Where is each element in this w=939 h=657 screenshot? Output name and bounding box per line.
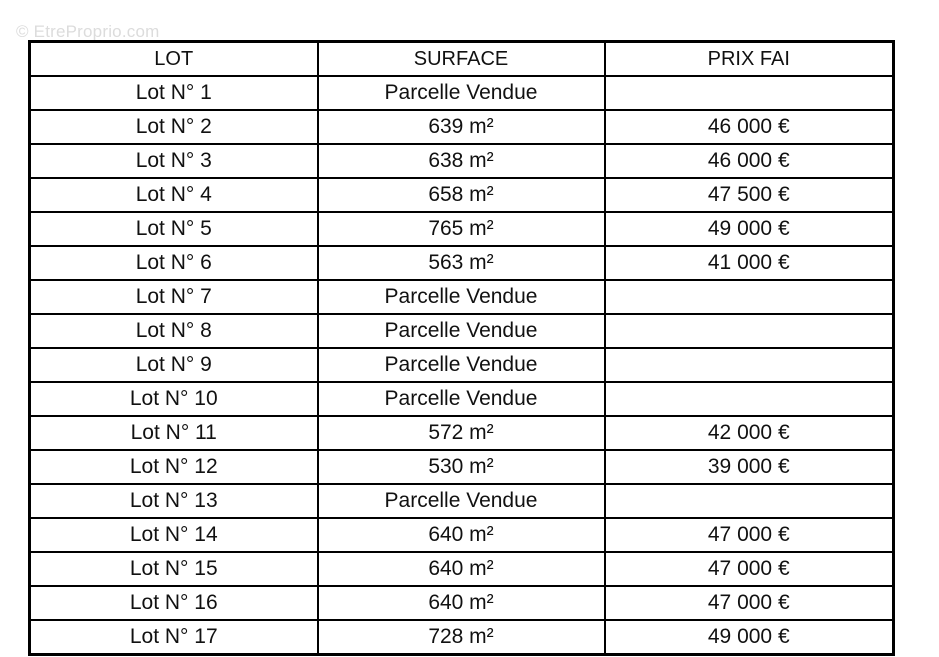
lot-cell: Lot N° 3	[30, 144, 318, 178]
table-row	[30, 178, 894, 212]
watermark: © EtreProprio.com	[16, 22, 160, 41]
surface-cell: Parcelle Vendue	[318, 314, 605, 348]
price-cell	[605, 76, 894, 110]
lot-cell: Lot N° 2	[30, 110, 318, 144]
surface-cell: 638 m²	[318, 144, 605, 178]
table-row	[30, 144, 894, 178]
price-cell	[605, 484, 894, 518]
lot-cell: Lot N° 12	[30, 450, 318, 484]
lot-cell: Lot N° 11	[30, 416, 318, 450]
lot-cell: Lot N° 4	[30, 178, 318, 212]
lot-cell: Lot N° 5	[30, 212, 318, 246]
price-cell	[605, 314, 894, 348]
surface-cell: 765 m²	[318, 212, 605, 246]
table-row	[30, 620, 894, 655]
price-cell: 39 000 €	[605, 450, 894, 484]
price-cell: 46 000 €	[605, 110, 894, 144]
surface-cell: 640 m²	[318, 518, 605, 552]
price-cell: 47 000 €	[605, 586, 894, 620]
surface-cell: Parcelle Vendue	[318, 484, 605, 518]
surface-cell: Parcelle Vendue	[318, 348, 605, 382]
table-row	[30, 552, 894, 586]
table-row	[30, 76, 894, 110]
lot-cell: Lot N° 14	[30, 518, 318, 552]
table-row	[30, 382, 894, 416]
price-cell	[605, 382, 894, 416]
lots-table	[28, 40, 895, 656]
table-row	[30, 518, 894, 552]
price-cell	[605, 348, 894, 382]
price-cell: 46 000 €	[605, 144, 894, 178]
lot-cell: Lot N° 8	[30, 314, 318, 348]
column-header-lot: LOT	[30, 42, 318, 77]
surface-cell: 639 m²	[318, 110, 605, 144]
table-row	[30, 246, 894, 280]
lot-cell: Lot N° 7	[30, 280, 318, 314]
surface-cell: 572 m²	[318, 416, 605, 450]
surface-cell: 640 m²	[318, 586, 605, 620]
price-cell: 47 500 €	[605, 178, 894, 212]
table-row	[30, 212, 894, 246]
surface-cell: 530 m²	[318, 450, 605, 484]
surface-cell: Parcelle Vendue	[318, 382, 605, 416]
lot-cell: Lot N° 10	[30, 382, 318, 416]
price-cell: 42 000 €	[605, 416, 894, 450]
lot-cell: Lot N° 13	[30, 484, 318, 518]
surface-cell: Parcelle Vendue	[318, 76, 605, 110]
table-row	[30, 314, 894, 348]
table-body	[30, 76, 894, 655]
price-cell: 49 000 €	[605, 620, 894, 655]
lot-cell: Lot N° 9	[30, 348, 318, 382]
table-row	[30, 348, 894, 382]
price-cell: 47 000 €	[605, 518, 894, 552]
table-row	[30, 586, 894, 620]
table-row	[30, 484, 894, 518]
surface-cell: 563 m²	[318, 246, 605, 280]
lot-cell: Lot N° 6	[30, 246, 318, 280]
surface-cell: 728 m²	[318, 620, 605, 655]
table-row	[30, 280, 894, 314]
header-row	[30, 42, 894, 77]
table-row	[30, 110, 894, 144]
lot-cell: Lot N° 1	[30, 76, 318, 110]
lot-cell: Lot N° 16	[30, 586, 318, 620]
price-cell: 41 000 €	[605, 246, 894, 280]
table-row	[30, 416, 894, 450]
table-row	[30, 450, 894, 484]
lot-cell: Lot N° 15	[30, 552, 318, 586]
surface-cell: 658 m²	[318, 178, 605, 212]
table-header	[30, 42, 894, 77]
lot-cell: Lot N° 17	[30, 620, 318, 655]
column-header-surface: SURFACE	[318, 42, 605, 77]
price-cell: 47 000 €	[605, 552, 894, 586]
surface-cell: 640 m²	[318, 552, 605, 586]
price-cell: 49 000 €	[605, 212, 894, 246]
price-cell	[605, 280, 894, 314]
column-header-prix: PRIX FAI	[605, 42, 894, 77]
surface-cell: Parcelle Vendue	[318, 280, 605, 314]
